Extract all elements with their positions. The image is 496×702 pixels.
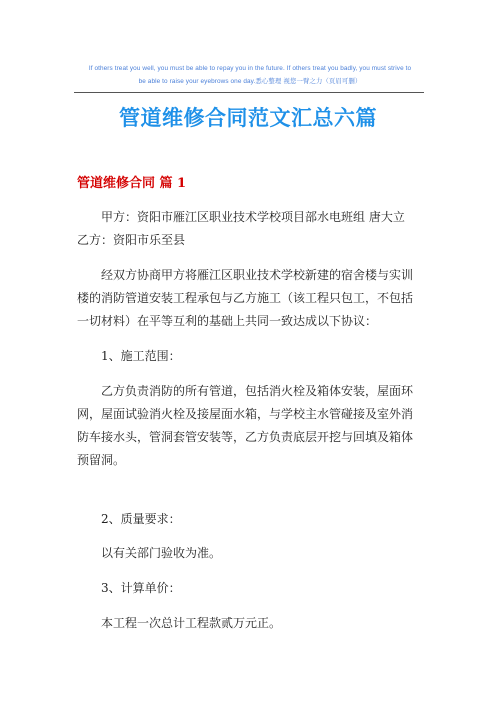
item-2-title: 2、质量要求： xyxy=(101,512,181,526)
item-1-body: 乙方负责消防的所有管道，包括消火栓及箱体安装，屋面环网，屋面试验消火栓及接屋面水箱，与学校主水管碰接及室外消防车接水头，管洞套管安装等，乙方负责底层开挖与回填及箱体预留洞。 xyxy=(77,384,414,467)
document-title: 管道维修合同范文汇总六篇 xyxy=(119,106,377,130)
motto-line-2-chinese: 悉心整理 视您一臂之力（页眉可删） xyxy=(255,77,362,85)
intro-paragraph: 经双方协商甲方将雁江区职业技术学校新建的宿舍楼与实训楼的消防管道安装工程承包与乙方施工（该工程只包工，不包括一切材料）在平等互利的基础上共同一致达成以下协议： xyxy=(77,268,414,328)
header-divider xyxy=(74,92,424,93)
motto-line-2-english: be able to raise your eyebrows one day. xyxy=(138,78,256,85)
item-3-body: 本工程一次总计工程款贰万元正。 xyxy=(101,616,282,630)
item-1-title: 1、施工范围： xyxy=(101,349,181,363)
header-motto xyxy=(70,63,430,88)
party-b-line: 乙方：资阳市乐至县 xyxy=(77,233,186,247)
section-heading: 管道维修合同 篇 1 xyxy=(77,176,187,191)
party-a-line: 甲方：资阳市雁江区职业技术学校项目部水电班组 唐大立 xyxy=(101,210,405,224)
item-3-title: 3、计算单价： xyxy=(101,581,181,595)
motto-line-2 xyxy=(70,75,430,88)
item-2-body: 以有关部门验收为准。 xyxy=(101,546,222,560)
motto-line-1: If others treat you well, you must be able to repay you in the future. If others treat you badly, you must strive to xyxy=(88,65,412,72)
